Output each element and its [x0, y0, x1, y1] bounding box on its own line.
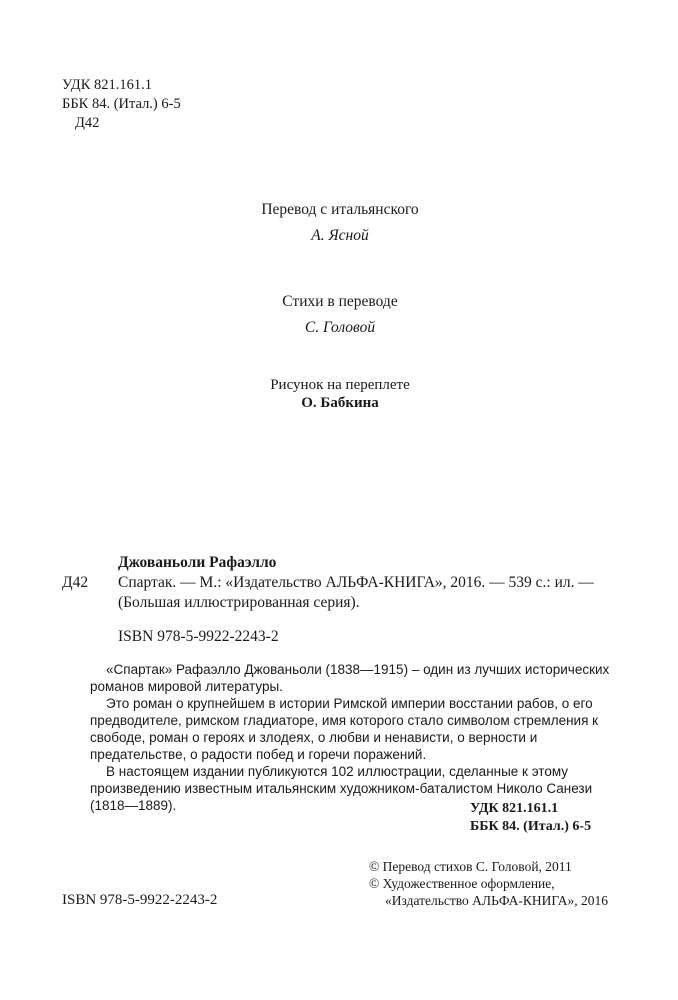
bottom-classification: [470, 800, 591, 836]
annotation-paragraph-2: Это роман о крупнейшем в истории Римской империи восстании рабов, о его предводителе, римском гладиаторе, имя которого стало символом стремления к свободе, роман о героях и злодеях, о любви и ненависти, о верности и предательстве, о радости побед и горечи поражений.: [90, 696, 599, 762]
bibliographic-record: [62, 553, 632, 647]
verses-label: Стихи в переводе: [282, 293, 398, 310]
annotation-paragraph-3: В настоящем издании публикуются 102 иллюстрации, сделанные к этому произведению известным итальянским художником-баталистом Николо Санези (1818—1889).: [90, 764, 593, 813]
annotation: [90, 661, 630, 814]
copyright-block: [369, 858, 608, 909]
translation-credit: [240, 200, 440, 246]
cover-artist-name: О. Бабкина: [301, 395, 379, 411]
annotation-paragraph-1: «Спартак» Рафаэлло Джованьоли (1838—1915) – один из лучших исторических романов мировой литературы.: [90, 662, 610, 694]
author-mark: Д42: [75, 115, 100, 131]
copyright-line-2: © Художественное оформление,: [369, 876, 555, 891]
cover-art-credit: [240, 376, 440, 412]
copyright-line-1: © Перевод стихов С. Головой, 2011: [369, 859, 572, 874]
bbk-code: ББК 84. (Итал.) 6-5: [62, 96, 181, 112]
bottom-bbk-code: ББК 84. (Итал.) 6-5: [470, 819, 592, 834]
biblio-isbn: ISBN 978-5-9922-2243-2: [118, 628, 279, 645]
biblio-code: Д42: [62, 574, 89, 591]
verses-translator-name: С. Головой: [304, 319, 376, 336]
cover-art-label: Рисунок на переплете: [270, 377, 410, 393]
copyright-line-3: «Издательство АЛЬФА-КНИГА», 2016: [385, 893, 608, 908]
classification-block: [62, 76, 181, 133]
author-heading: Джованьоли Рафаэлло: [118, 554, 277, 571]
biblio-line-2: (Большая иллюстрированная серия).: [118, 594, 360, 611]
bottom-udk-code: УДК 821.161.1: [470, 801, 559, 816]
biblio-line-1: Спартак. — М.: «Издательство АЛЬФА-КНИГА», 2016. — 539 с.: ил. —: [118, 574, 594, 591]
translation-label: Перевод с итальянского: [261, 201, 419, 218]
verses-credit: [240, 292, 440, 338]
translator-name: А. Ясной: [311, 227, 369, 244]
isbn-bottom: ISBN 978-5-9922-2243-2: [62, 892, 218, 908]
udk-code: УДК 821.161.1: [62, 77, 152, 93]
